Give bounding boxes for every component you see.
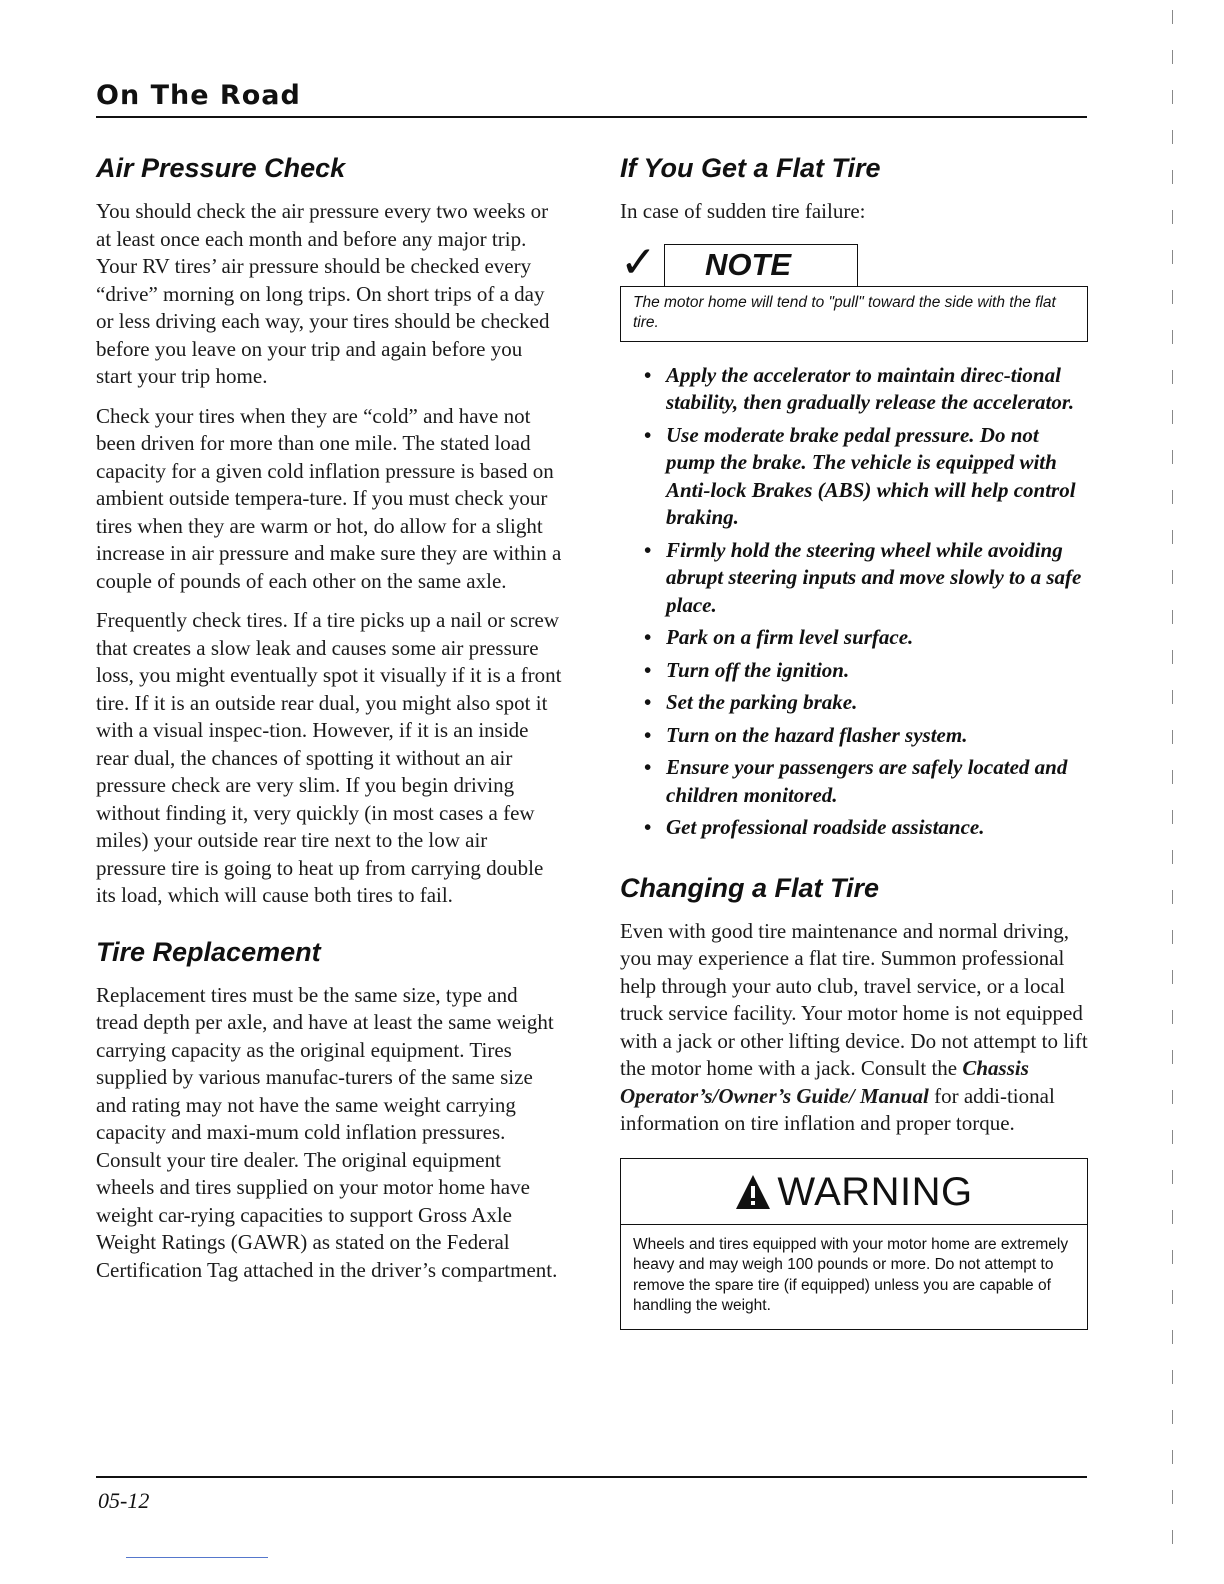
list-item: • Apply the accelerator to maintain direc-tional stability, then gradually release the accelerator. bbox=[644, 362, 1075, 414]
right-column bbox=[620, 150, 1090, 1330]
header-rule bbox=[96, 116, 1087, 118]
list-item: • Firmly hold the steering wheel while avoiding abrupt steering inputs and move slowly to a safe place. bbox=[644, 537, 1082, 617]
footer-rule bbox=[96, 1476, 1087, 1478]
page-number: 05-12 bbox=[98, 1488, 150, 1513]
warning-triangle-icon bbox=[735, 1173, 771, 1211]
flat-tire-intro: In case of sudden tire failure: bbox=[620, 199, 866, 223]
changing-flat-heading: Changing a Flat Tire bbox=[620, 872, 880, 903]
flat-tire-steps bbox=[620, 362, 1090, 842]
air-pressure-heading: Air Pressure Check bbox=[96, 153, 346, 183]
note-text: The motor home will tend to "pull" toward the side with the flat tire. bbox=[620, 286, 1088, 342]
air-pressure-paragraph: Frequently check tires. If a tire picks up a nail or screw that creates a slow leak and causes some air pressure loss, you might eventually spot it visually if it is a front tire. If it is an outside rear dual, you might also spot it with a visual inspec-tion. However, if it is an inside rear dual, the chances of spotting it without an air pressure check are very slim. If you begin driving without finding it, very quickly (in most cases a few miles) your outside rear tire next to the low air pressure tire is going to heat up from carrying double its load, which will cause both tires to fail. bbox=[96, 608, 562, 907]
list-item: • Turn on the hazard flasher system. bbox=[644, 722, 968, 747]
flat-tire-heading: If You Get a Flat Tire bbox=[620, 153, 881, 183]
list-item: • Use moderate brake pedal pressure. Do not pump the brake. The vehicle is equipped with Anti-lock Brakes (ABS) which will help control braking. bbox=[644, 422, 1076, 529]
scan-edge-mark bbox=[1172, 10, 1173, 1570]
list-item: • Get professional roadside assistance. bbox=[644, 815, 985, 839]
footer-link-rule bbox=[126, 1557, 268, 1558]
note-header bbox=[620, 236, 1090, 288]
manual-title: Chassis Operator’s/Owner’s Guide/ Manual bbox=[620, 1056, 1029, 1108]
checkmark-icon: ✓ bbox=[620, 236, 657, 288]
warning-label: WARNING bbox=[777, 1169, 973, 1214]
warning-text: Wheels and tires equipped with your motor home are extremely heavy and may weigh 100 pounds or more. Do not attempt to remove the spare tire (if equipped) unless you are capable of handling the weight. bbox=[633, 1235, 1069, 1314]
air-pressure-paragraph: Check your tires when they are “cold” and have not been driven for more than one mile. The stated load capacity for a given cold inflation pressure is based on ambient outside tempera-ture. If you must check your tires when they are warm or hot, do allow for a slight increase in air pressure and make sure they are within a couple of pounds of each other on the same axle. bbox=[96, 403, 562, 593]
list-item: • Set the parking brake. bbox=[644, 690, 858, 714]
tire-replacement-heading: Tire Replacement bbox=[96, 936, 321, 967]
note-label: NOTE bbox=[664, 244, 858, 286]
section-title: On The Road bbox=[96, 80, 301, 111]
list-item: • Park on a firm level surface. bbox=[644, 625, 914, 649]
warning-header bbox=[621, 1159, 1087, 1225]
left-column bbox=[96, 150, 562, 1296]
list-item: • Ensure your passengers are safely located and children monitored. bbox=[644, 755, 1068, 807]
list-item: • Turn off the ignition. bbox=[644, 657, 850, 682]
air-pressure-paragraph: You should check the air pressure every two weeks or at least once each month and before any major trip. Your RV tires’ air pressure should be checked every “drive” morning on long trips. On short trips of a day or less driving each way, your tires should be checked before you leave on your trip and again before you start your trip home. bbox=[96, 199, 550, 388]
changing-flat-paragraph: Even with good tire maintenance and normal driving, you may experience a flat tire. Summon professional help through your auto club, travel service, or a local truck service facility. Your motor home is not equipped with a jack or other lifting device. Do not attempt to lift the motor home with a jack. Consult the Chassis Operator’s/Owner’s Guide/ Manual for addi-tional information on tire inflation and proper torque. bbox=[620, 918, 1088, 1135]
warning-box bbox=[620, 1158, 1088, 1330]
tire-replacement-paragraph: Replacement tires must be the same size, type and tread depth per axle, and have at least the same weight carrying capacity as the original equipment. Tires supplied by various manufac-turers of the same size and rating may not have the same weight carrying capacity and maxi-mum cold inflation pressures. Consult your tire dealer. The original equipment wheels and tires supplied on your motor home have weight car-rying capacities to support Gross Axle Weight Ratings (GAWR) as stated on the Federal Certification Tag attached in the driver’s compartment. bbox=[96, 982, 558, 1282]
